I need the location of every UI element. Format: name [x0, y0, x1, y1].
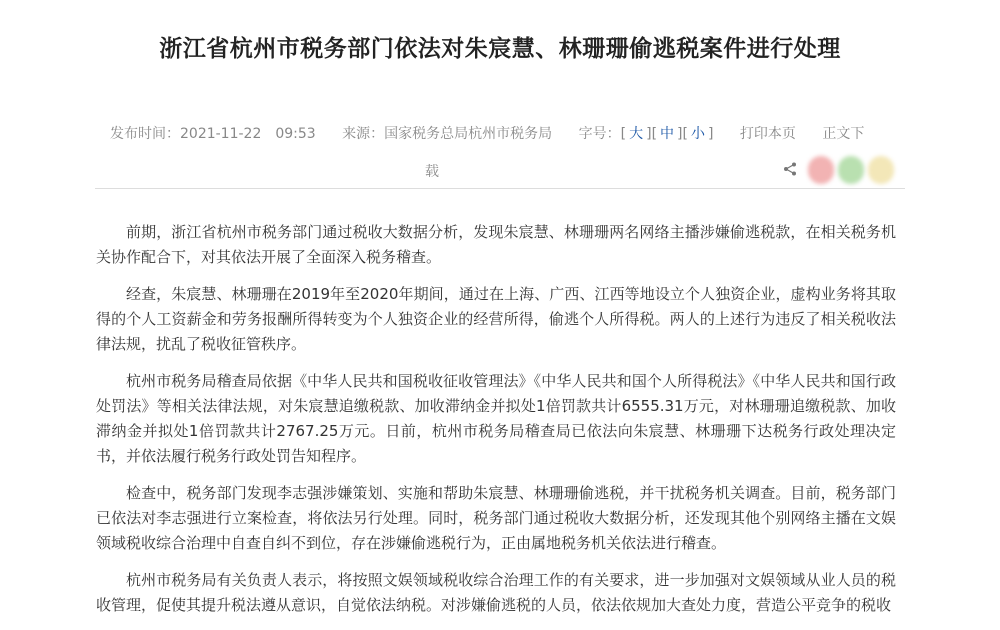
article-meta: 发布时间：2021-11-22 09:53 来源：国家税务总局杭州市税务局 字号：[ 大 ][ 中 ][ 小 ] 打印本页 正文下: [110, 123, 900, 143]
header-divider: [95, 188, 905, 189]
download-link-wrap[interactable]: 载: [425, 164, 439, 180]
article-body: [96, 220, 896, 630]
font-size-large-link[interactable]: 大: [629, 126, 644, 142]
source-label: 来源：: [342, 126, 385, 142]
paragraph: 检查中，税务部门发现李志强涉嫌策划、实施和帮助朱宸慧、林珊珊偷逃税，并干扰税务机关调查。目前，税务部门已依法对李志强进行立案检查，将依法另行处理。同时，税务部门通过税收大数据分析，还发现其他个别网络主播在文娱领域税收综合治理中自查自纠不到位，存在涉嫌偷逃税行为，正由属地税务机关依法进行稽查。: [96, 484, 896, 552]
print-link[interactable]: 打印本页: [739, 126, 796, 142]
qzone-icon[interactable]: [868, 156, 894, 184]
download-link[interactable]: 正文下: [822, 126, 865, 142]
paragraph: 前期，浙江省杭州市税务部门通过税收大数据分析，发现朱宸慧、林珊珊两名网络主播涉嫌偷逃税款，在相关税务机关协作配合下，对其依法开展了全面深入税务稽查。: [96, 223, 896, 266]
page-title: 浙江省杭州市税务部门依法对朱宸慧、林珊珊偷逃税案件进行处理: [159, 36, 841, 62]
paragraph: 杭州市税务局有关负责人表示，将按照文娱领域税收综合治理工作的有关要求，进一步加强对文娱领域从业人员的税收管理，促使其提升税法遵从意识，自觉依法纳税。对涉嫌偷逃税的人员，依法依规加大查处力度，营造公平竞争的税收: [96, 571, 896, 614]
font-size-label: 字号：: [578, 126, 621, 142]
weibo-icon[interactable]: [808, 156, 834, 184]
wechat-icon[interactable]: [838, 156, 864, 184]
paragraph: 杭州市税务局稽查局依据《中华人民共和国税收征收管理法》《中华人民共和国个人所得税法》《中华人民共和国行政处罚法》等相关法律法规，对朱宸慧追缴税款、加收滞纳金并拟处1倍罚款共计6555.31万元，对林珊珊追缴税款、加收滞纳金并拟处1倍罚款共计2767.25万元。日前，杭州市税务局稽查局已依法向朱宸慧、林珊珊下达税务行政处理决定书，并依法履行税务行政处罚告知程序。: [96, 372, 896, 465]
source: 国家税务总局杭州市税务局: [384, 126, 553, 142]
publish-time-label: 发布时间：: [110, 126, 180, 142]
share-icon[interactable]: [783, 162, 797, 176]
publish-time: 2021-11-22 09:53: [180, 126, 316, 142]
paragraph: 经查，朱宸慧、林珊珊在2019年至2020年期间，通过在上海、广西、江西等地设立个人独资企业，虚构业务将其取得的个人工资薪金和劳务报酬所得转变为个人独资企业的经营所得，偷逃个人所得税。两人的上述行为违反了相关税收法律法规，扰乱了税收征管秩序。: [96, 285, 896, 353]
font-size-small-link[interactable]: 小: [690, 126, 705, 142]
font-size-medium-link[interactable]: 中: [660, 126, 675, 142]
social-share-icons[interactable]: [808, 156, 898, 184]
